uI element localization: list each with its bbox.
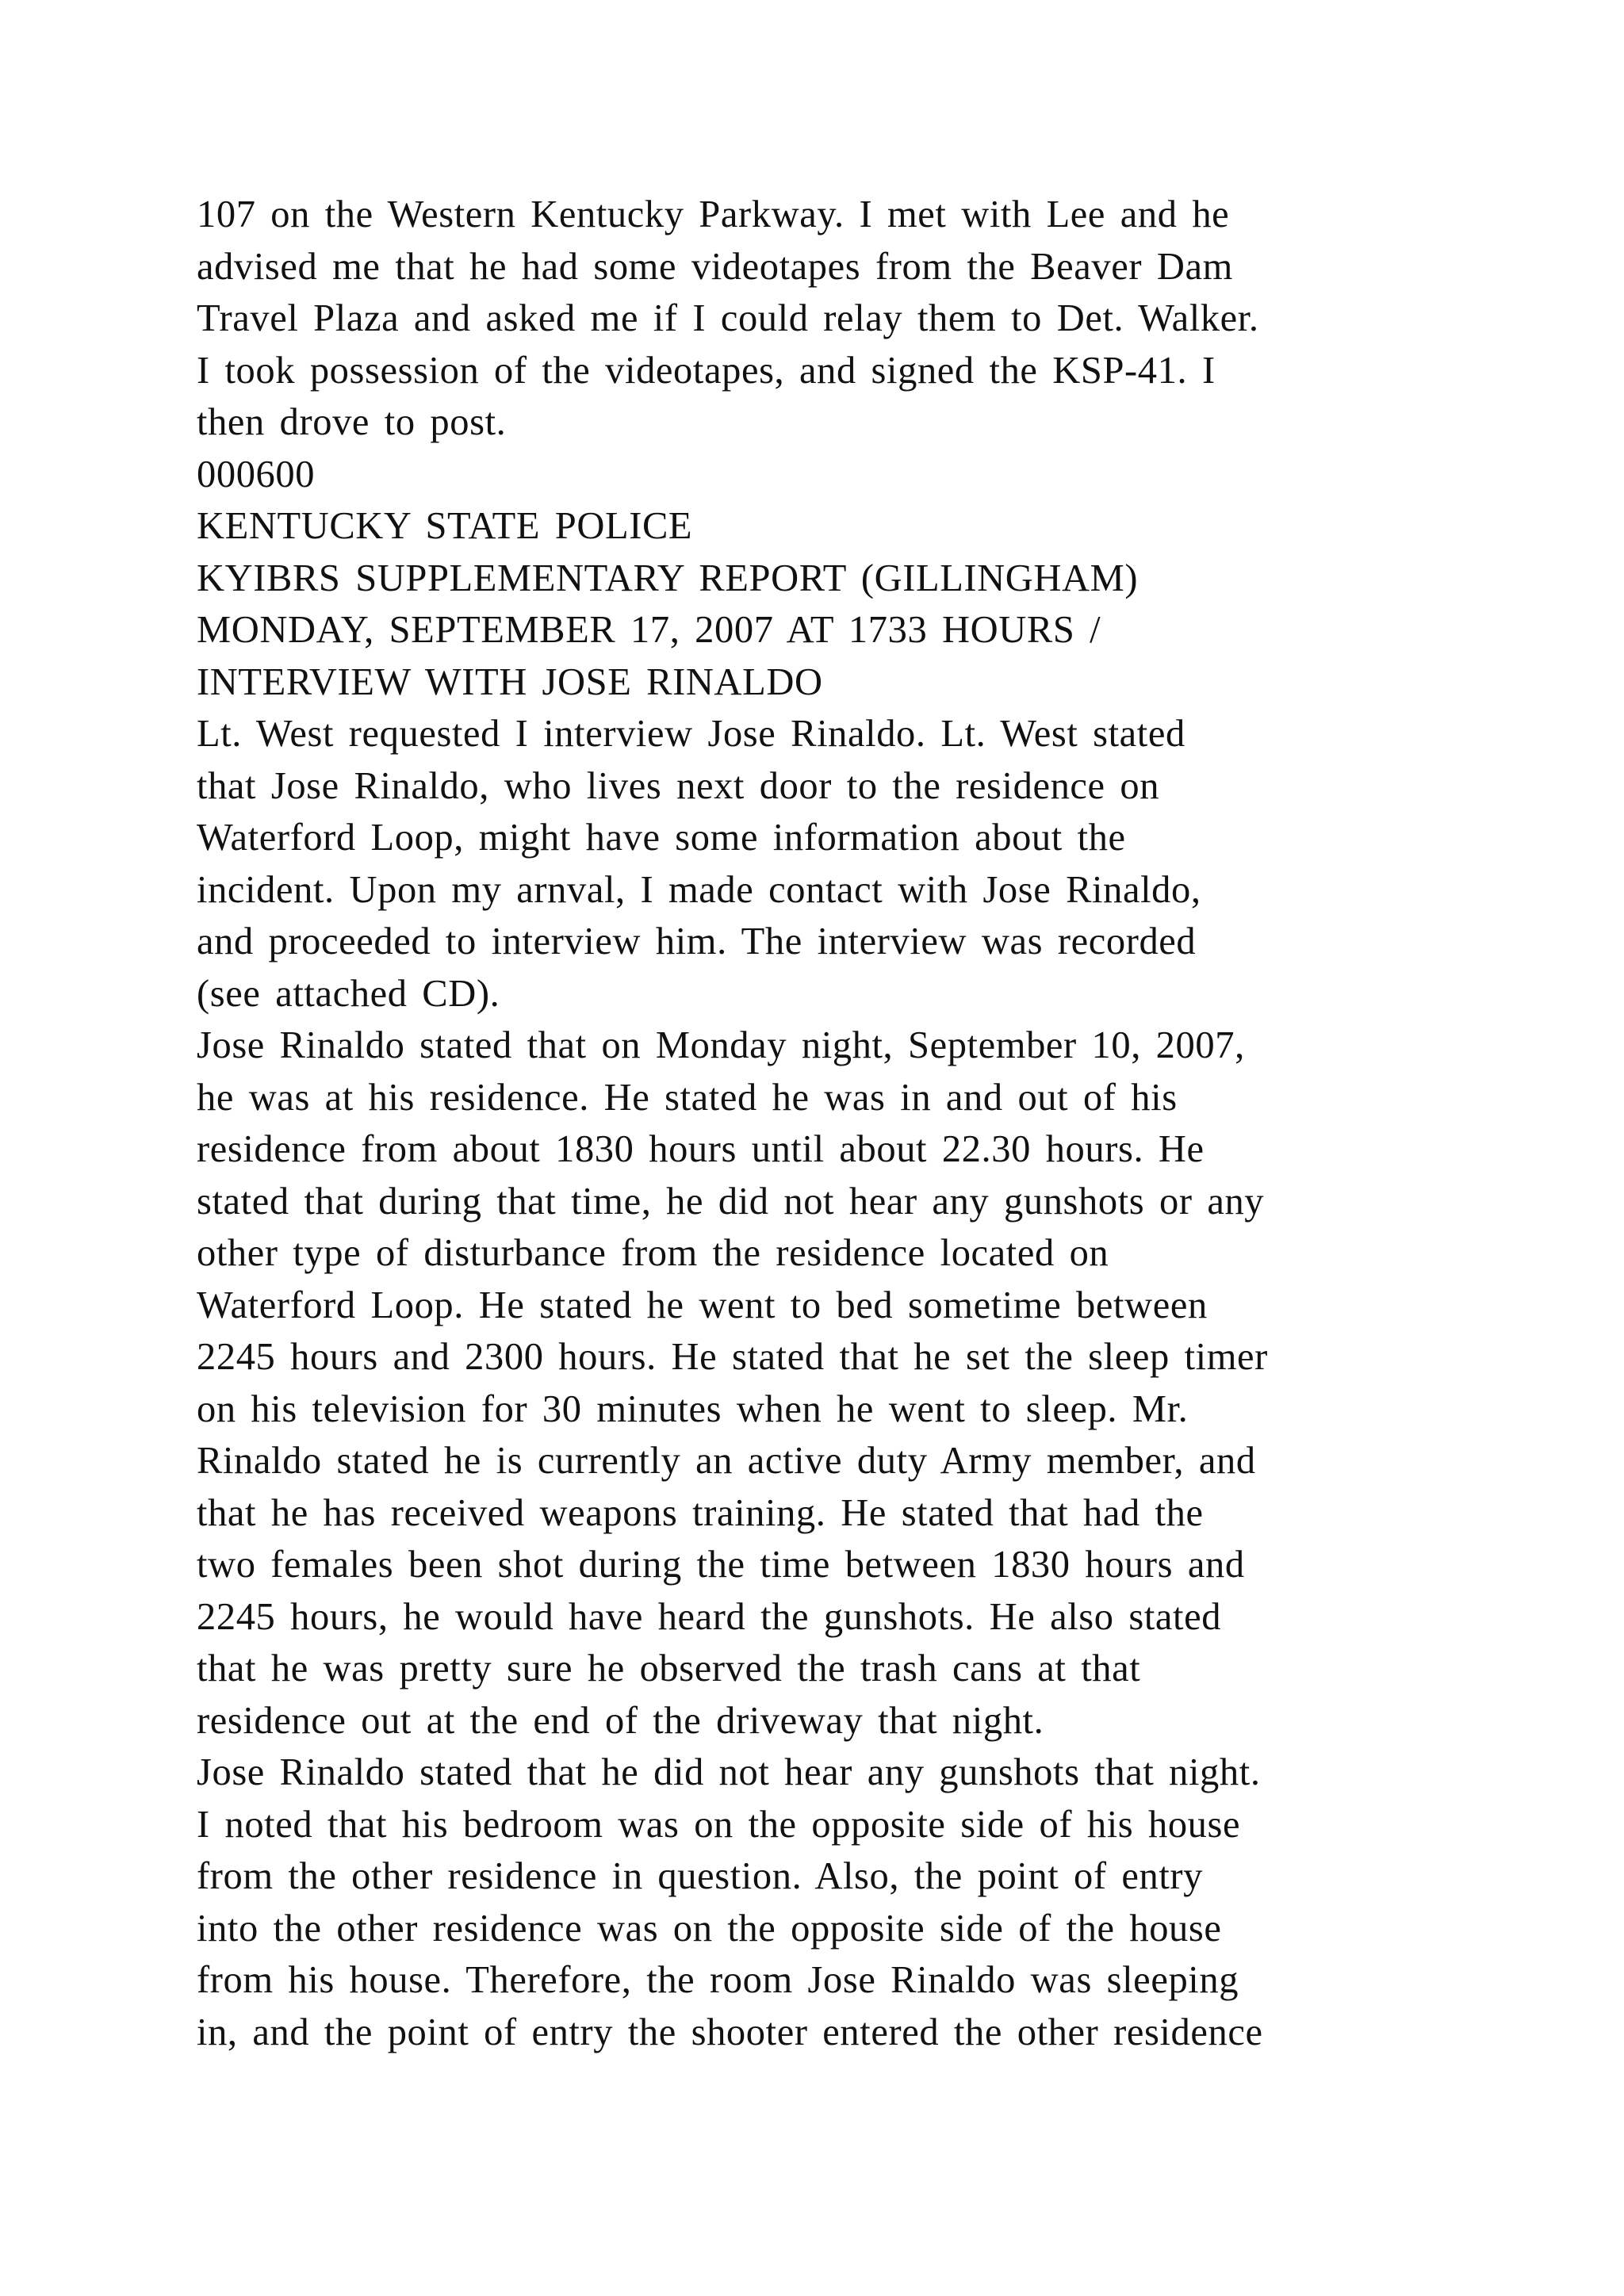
text-line: residence out at the end of the driveway that night.	[197, 1699, 1044, 1742]
text-line: I noted that his bedroom was on the opposite side of his house	[197, 1803, 1241, 1846]
page-number: 000600	[197, 453, 316, 496]
interview-heading: INTERVIEW WITH JOSE RINALDO	[197, 660, 823, 703]
text-line: Jose Rinaldo stated that he did not hear any gunshots that night.	[197, 1751, 1261, 1793]
text-line: I took possession of the videotapes, and signed the KSP-41. I	[197, 349, 1216, 392]
text-line: incident. Upon my arnval, I made contact with Jose Rinaldo,	[197, 868, 1201, 911]
text-line: Waterford Loop. He stated he went to bed sometime between	[197, 1284, 1208, 1326]
agency-heading: KENTUCKY STATE POLICE	[197, 505, 693, 547]
text-line: other type of disturbance from the residence located on	[197, 1232, 1109, 1274]
text-line: Rinaldo stated he is currently an active duty Army member, and	[197, 1440, 1256, 1482]
report-datetime: MONDAY, SEPTEMBER 17, 2007 AT 1733 HOURS /	[197, 609, 1101, 651]
text-line: 107 on the Western Kentucky Parkway. I met with Lee and he	[197, 193, 1230, 235]
text-line: residence from about 1830 hours until about 22.30 hours. He	[197, 1128, 1205, 1170]
text-line: he was at his residence. He stated he was in and out of his	[197, 1076, 1178, 1119]
text-line: Travel Plaza and asked me if I could relay them to Det. Walker.	[197, 297, 1259, 339]
text-line: (see attached CD).	[197, 972, 500, 1015]
text-line: from his house. Therefore, the room Jose Rinaldo was sleeping	[197, 1959, 1239, 2001]
text-line: then drove to post.	[197, 401, 507, 443]
report-title: KYIBRS SUPPLEMENTARY REPORT (GILLINGHAM)	[197, 557, 1139, 599]
text-line: Waterford Loop, might have some information about the	[197, 817, 1126, 859]
text-line: that he has received weapons training. He stated that had the	[197, 1491, 1204, 1534]
text-line: stated that during that time, he did not hear any gunshots or any	[197, 1180, 1265, 1223]
text-line: from the other residence in question. Also, the point of entry	[197, 1855, 1204, 1897]
text-line: 2245 hours, he would have heard the gunshots. He also stated	[197, 1595, 1222, 1638]
text-line: into the other residence was on the opposite side of the house	[197, 1907, 1222, 1950]
text-line: two females been shot during the time between 1830 hours and	[197, 1544, 1245, 1586]
text-line: and proceeded to interview him. The interview was recorded	[197, 920, 1197, 962]
text-line: in, and the point of entry the shooter entered the other residence	[197, 2011, 1263, 2053]
text-line: advised me that he had some videotapes from the Beaver Dam	[197, 245, 1233, 288]
text-line: that he was pretty sure he observed the trash cans at that	[197, 1647, 1141, 1689]
text-line: that Jose Rinaldo, who lives next door to the residence on	[197, 764, 1160, 807]
document-page	[197, 189, 1434, 2058]
text-line: Jose Rinaldo stated that on Monday night, September 10, 2007,	[197, 1024, 1245, 1066]
text-line: 2245 hours and 2300 hours. He stated that he set the sleep timer	[197, 1336, 1268, 1378]
text-line: Lt. West requested I interview Jose Rinaldo. Lt. West stated	[197, 713, 1185, 755]
text-line: on his television for 30 minutes when he went to sleep. Mr.	[197, 1387, 1189, 1430]
